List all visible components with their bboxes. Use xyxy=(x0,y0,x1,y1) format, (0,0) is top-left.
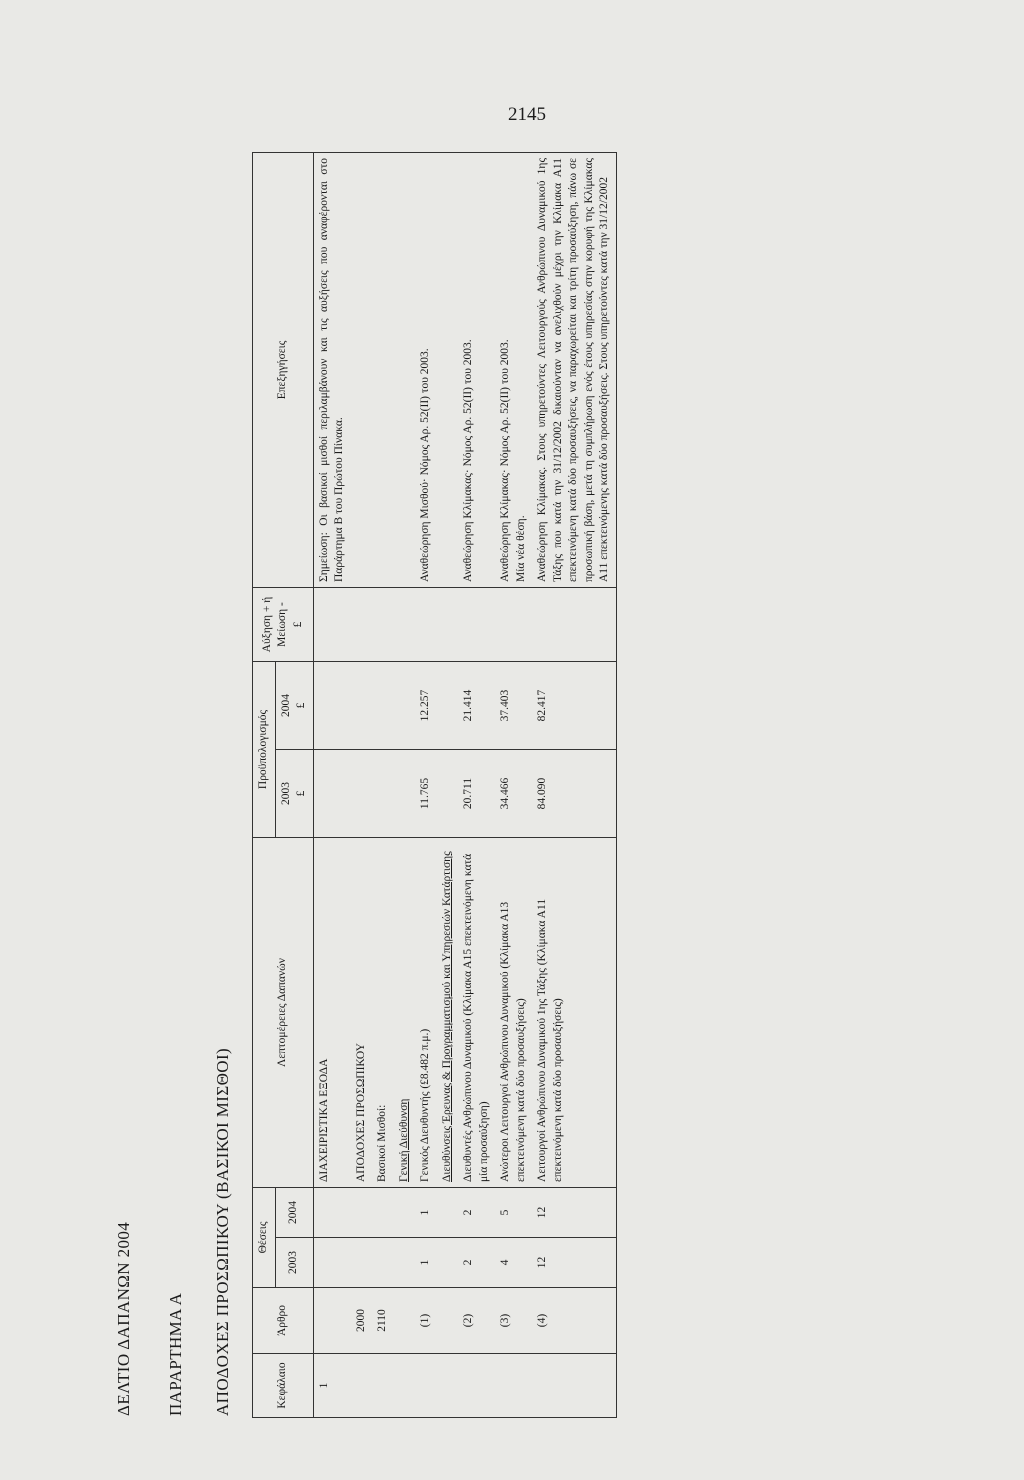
cell-article: 2110 xyxy=(372,1288,394,1354)
header-article: Άρθρο xyxy=(253,1288,314,1354)
header-change-currency: £ xyxy=(291,621,304,628)
cell-pos-2003: 1 xyxy=(415,1238,437,1288)
cell-article: 2000 xyxy=(351,1288,373,1354)
table-row xyxy=(495,153,532,1418)
cell-explanation: Αναθεώρηση Κλίμακας· Νόμος Αρ. 52(ΙΙ) του 2003. xyxy=(458,153,495,588)
table-row xyxy=(437,153,459,1418)
header-change-label: Αύξηση + ή Μείωση - xyxy=(260,596,289,653)
budget-table xyxy=(252,152,617,1418)
document-title: ΔΕΛΤΙΟ ΔΑΠΑΝΩΝ 2004 xyxy=(114,1221,133,1416)
header-explanations: Επεξηγήσεις xyxy=(253,153,314,588)
table-row xyxy=(351,153,373,1418)
cell-pos-2004: 1 xyxy=(415,1188,437,1238)
header-pos-2003: 2003 xyxy=(275,1238,313,1288)
explanation-line: Μία νέα θέση. xyxy=(514,515,527,582)
cell-explanation: Αναθεώρηση Μισθού· Νόμος Αρ. 52(ΙΙ) του 2003. xyxy=(415,153,437,588)
header-details: Λεπτομέρειες Δαπανών xyxy=(253,838,314,1188)
cell-article: (1) xyxy=(415,1288,437,1354)
table-row xyxy=(458,153,495,1418)
cell-pos-2004: 5 xyxy=(495,1188,532,1238)
header-pos-2004: 2004 xyxy=(275,1188,313,1238)
cell-budget-2004: 37.403 xyxy=(495,662,532,750)
cell-article: (3) xyxy=(495,1288,532,1354)
table-row xyxy=(415,153,437,1418)
cell-details: Βασικοί Μισθοί: xyxy=(372,838,394,1188)
table-row xyxy=(372,153,394,1418)
cell-budget-2004: 12.257 xyxy=(415,662,437,750)
cell-pos-2004: 12 xyxy=(532,1188,616,1238)
header-budget-2004 xyxy=(275,662,313,750)
header-positions: Θέσεις xyxy=(253,1188,276,1288)
cell-explanation: Σημείωση: Οι βασικοί μισθοί περιλαμβάνουν και τις αυξήσεις που αναφέρονται στο Παράρτημα Β του Πρώτου Πίνακα. xyxy=(313,153,351,588)
header-budget-2003-currency: £ xyxy=(295,790,308,797)
header-budget-2004-year: 2004 xyxy=(279,694,292,717)
explanation-line: Αναθεώρηση Κλίμακας· Νόμος Αρ. 52(ΙΙ) του 2003. xyxy=(499,339,512,582)
cell-pos-2003: 12 xyxy=(532,1238,616,1288)
cell-explanation xyxy=(495,153,532,588)
cell-budget-2003: 20.711 xyxy=(458,750,495,838)
cell-budget-2003: 34.466 xyxy=(495,750,532,838)
table-row xyxy=(313,153,351,1418)
cell-details: Διευθυντές Ανθρώπινου Δυναμικού (Κλίμακα Α15 επεκτεινόμενη κατά μία προσαύξηση) xyxy=(458,838,495,1188)
cell-budget-2003: 84.090 xyxy=(532,750,616,838)
cell-budget-2003: 11.765 xyxy=(415,750,437,838)
header-change xyxy=(253,588,314,662)
cell-details: ΔΙΑΧΕΙΡΙΣΤΙΚΑ ΕΞΟΔΑ xyxy=(313,838,351,1188)
page-number: 2145 xyxy=(508,104,546,125)
cell-explanation: Αναθεώρηση Κλίμακας. Στους υπηρετούντες Λειτουργούς Ανθρώπινου Δυναμικού 1ης Τάξης που κατά την 31/12/2002 δικαιούνταν να ανελιχθούν μέχρι την Κλίμακα Α11 επεκτεινόμενη κατά δύο προσαυξήσεις, να παραχωρείται και τρίτη προσαύξηση, πάνω σε προσωπική βάση, μετά τη συμπλήρωση ενός έτους υπηρεσίας στην κορυφή της Κλίμακας Α11 επεκτεινόμενης κατά δύο προσαυξήσεις. Στους υπηρετούντες κατά την 31/12/2002 xyxy=(532,153,616,588)
table-row xyxy=(394,153,416,1418)
cell-article: (2) xyxy=(458,1288,495,1354)
appendix-title: ΠΑΡΑΡΤΗΜΑ Α xyxy=(166,1292,185,1416)
cell-details: Γενικός Διευθυντής (£8.482 π.μ.) xyxy=(415,838,437,1188)
cell-details: Γενική Διεύθυνση xyxy=(394,838,416,1188)
cell-pos-2003 xyxy=(313,1238,351,1288)
cell-pos-2004 xyxy=(313,1188,351,1238)
cell-budget-2004: 21.414 xyxy=(458,662,495,750)
cell-change xyxy=(313,588,351,662)
cell-details: Διευθύνσεις Έρευνας & Προγραμματισμού και Υπηρεσιών Κατάρτισης xyxy=(437,838,459,1188)
cell-article xyxy=(313,1288,351,1354)
cell-details: ΑΠΟΔΟΧΕΣ ΠΡΟΣΩΠΙΚΟΥ xyxy=(351,838,373,1188)
header-chapter: Κεφάλαιο xyxy=(253,1354,314,1418)
header-budget-2003-year: 2003 xyxy=(279,782,292,805)
cell-chapter: 1 xyxy=(313,1354,351,1418)
section-title: ΑΠΟΔΟΧΕΣ ΠΡΟΣΩΠΙΚΟΥ (ΒΑΣΙΚΟΙ ΜΙΣΘΟΙ) xyxy=(213,1047,232,1416)
header-budget-2004-currency: £ xyxy=(295,702,308,709)
cell-budget-2003 xyxy=(313,750,351,838)
header-budget: Προϋπολογισμός xyxy=(253,662,276,838)
cell-budget-2004 xyxy=(313,662,351,750)
cell-pos-2003: 4 xyxy=(495,1238,532,1288)
cell-pos-2003: 2 xyxy=(458,1238,495,1288)
cell-details: Ανώτεροι Λειτουργοί Ανθρώπινου Δυναμικού (Κλίμακα Α13 επεκτεινόμενη κατά δύο προσαυξήσεις) xyxy=(495,838,532,1188)
cell-details: Λειτουργοί Ανθρώπινου Δυναμικού 1ης Τάξης (Κλίμακα Α11 επεκτεινόμενη κατά δύο προσαυξήσεις) xyxy=(532,838,616,1188)
cell-article: (4) xyxy=(532,1288,616,1354)
cell-budget-2004: 82.417 xyxy=(532,662,616,750)
table-row xyxy=(532,153,616,1418)
header-budget-2003 xyxy=(275,750,313,838)
cell-pos-2004: 2 xyxy=(458,1188,495,1238)
